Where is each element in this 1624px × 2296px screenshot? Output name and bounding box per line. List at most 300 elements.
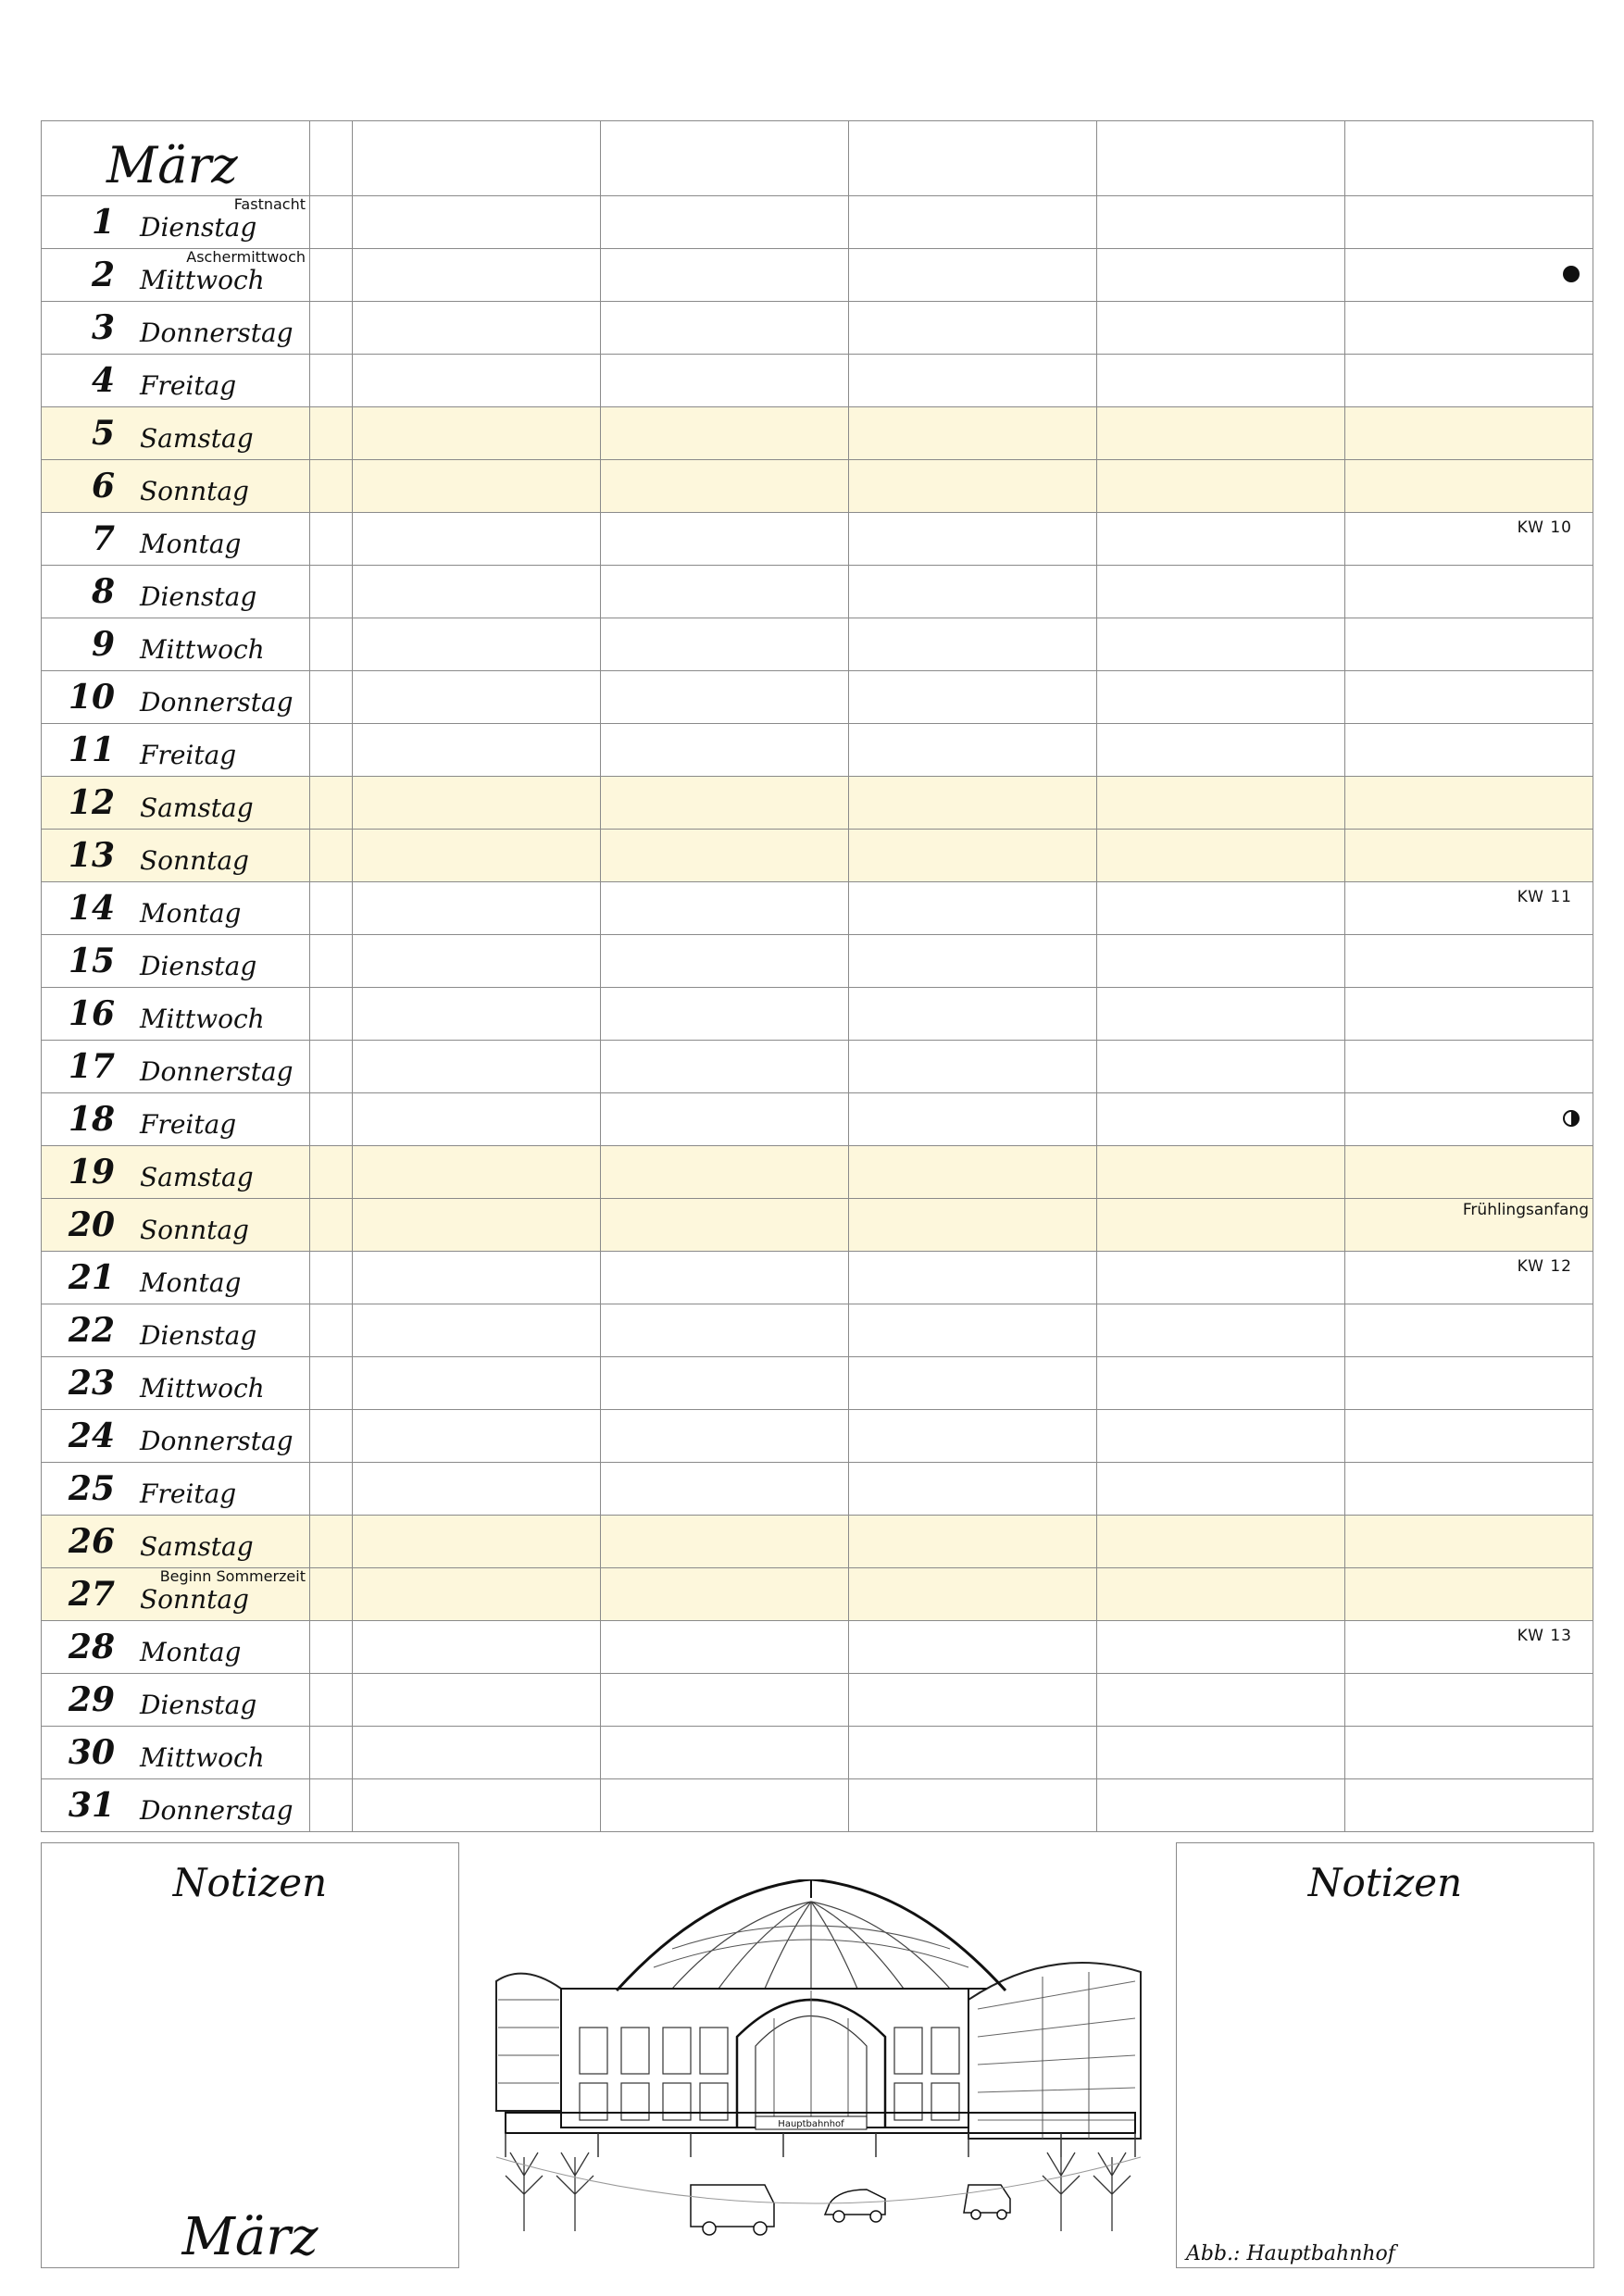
- entry-cell[interactable]: [1097, 671, 1345, 724]
- entry-cell[interactable]: [1097, 988, 1345, 1041]
- day-number: 7: [91, 519, 115, 558]
- day-name: Montag: [140, 529, 242, 559]
- entry-cell[interactable]: [1345, 988, 1593, 1041]
- entry-cell[interactable]: [1097, 1199, 1345, 1252]
- calendar-grid: [41, 120, 1593, 1832]
- entry-cell[interactable]: [849, 882, 1097, 935]
- day-name: Donnerstag: [140, 687, 294, 718]
- entry-cell[interactable]: [1345, 1674, 1593, 1727]
- entry-cell[interactable]: [353, 1621, 601, 1674]
- entry-cell[interactable]: [1345, 830, 1593, 882]
- narrow-cell: [310, 1410, 353, 1463]
- day-row: [42, 1041, 1593, 1093]
- narrow-cell: [310, 196, 353, 249]
- day-label-cell: [42, 407, 310, 460]
- day-number: 25: [68, 1469, 115, 1508]
- day-label-cell: [42, 1252, 310, 1304]
- entry-cell[interactable]: [1097, 1093, 1345, 1146]
- entry-cell[interactable]: [1097, 1041, 1345, 1093]
- calendar-week-label: KW 11: [1517, 888, 1572, 906]
- entry-cell[interactable]: [601, 830, 849, 882]
- entry-cell[interactable]: [849, 988, 1097, 1041]
- entry-cell[interactable]: [849, 249, 1097, 302]
- entry-cell[interactable]: [353, 1568, 601, 1621]
- day-row: [42, 777, 1593, 830]
- entry-cell[interactable]: [353, 513, 601, 566]
- entry-cell[interactable]: [1345, 355, 1593, 407]
- entry-cell[interactable]: [353, 618, 601, 671]
- day-label-cell: [42, 1146, 310, 1199]
- day-number: 26: [68, 1522, 115, 1561]
- entry-cell[interactable]: [601, 566, 849, 618]
- column-cell[interactable]: [601, 121, 849, 196]
- day-label-cell: [42, 249, 310, 302]
- day-label-cell: [42, 1199, 310, 1252]
- entry-cell[interactable]: [849, 513, 1097, 566]
- day-label-cell: [42, 724, 310, 777]
- day-row: [42, 1779, 1593, 1832]
- entry-cell[interactable]: [353, 882, 601, 935]
- day-row: [42, 302, 1593, 355]
- entry-cell[interactable]: [601, 1146, 849, 1199]
- entry-cell[interactable]: [601, 1410, 849, 1463]
- day-number: 30: [68, 1733, 115, 1772]
- day-name: Donnerstag: [140, 1795, 294, 1826]
- entry-cell[interactable]: [1345, 249, 1593, 302]
- entry-cell[interactable]: [601, 777, 849, 830]
- entry-cell[interactable]: [849, 355, 1097, 407]
- entry-cell[interactable]: [1345, 777, 1593, 830]
- entry-cell[interactable]: [353, 1304, 601, 1357]
- entry-cell[interactable]: [1097, 882, 1345, 935]
- day-number: 11: [68, 730, 115, 769]
- day-label-cell: [42, 1041, 310, 1093]
- entry-cell[interactable]: [849, 830, 1097, 882]
- day-label-cell: [42, 830, 310, 882]
- entry-cell[interactable]: [601, 935, 849, 988]
- entry-cell[interactable]: [353, 1252, 601, 1304]
- entry-cell[interactable]: [601, 1779, 849, 1832]
- day-number: 8: [91, 572, 115, 611]
- day-row: [42, 1252, 1593, 1304]
- entry-cell[interactable]: [1345, 618, 1593, 671]
- column-cell[interactable]: [1345, 121, 1593, 196]
- day-row: [42, 1357, 1593, 1410]
- entry-cell[interactable]: [1097, 407, 1345, 460]
- calendar-week-label: KW 12: [1517, 1257, 1572, 1276]
- entry-cell[interactable]: [353, 724, 601, 777]
- day-number: 13: [68, 836, 115, 875]
- day-label-cell: [42, 935, 310, 988]
- day-label-cell: [42, 1568, 310, 1621]
- day-name: Sonntag: [140, 845, 249, 876]
- day-row: [42, 935, 1593, 988]
- entry-cell[interactable]: [1345, 1410, 1593, 1463]
- entry-cell[interactable]: [1345, 513, 1593, 566]
- entry-cell[interactable]: [353, 1463, 601, 1516]
- day-name: Dienstag: [140, 1690, 257, 1720]
- entry-cell[interactable]: [601, 988, 849, 1041]
- notes-right-title: Notizen: [1307, 1860, 1463, 1905]
- entry-cell[interactable]: [849, 1304, 1097, 1357]
- notes-right-box[interactable]: [1176, 1842, 1594, 2268]
- day-row: [42, 196, 1593, 249]
- day-name: Freitag: [140, 740, 237, 770]
- entry-cell[interactable]: [1345, 1252, 1593, 1304]
- day-number: 18: [68, 1100, 115, 1139]
- narrow-cell: [310, 249, 353, 302]
- holiday-note: Aschermittwoch: [186, 248, 306, 266]
- narrow-cell: [310, 1041, 353, 1093]
- day-number: 4: [91, 361, 115, 400]
- entry-cell[interactable]: [1097, 1779, 1345, 1832]
- entry-cell[interactable]: [1097, 1252, 1345, 1304]
- entry-cell[interactable]: [601, 1357, 849, 1410]
- holiday-note: Fastnacht: [233, 195, 306, 213]
- narrow-cell: [310, 407, 353, 460]
- entry-cell[interactable]: [1097, 1357, 1345, 1410]
- entry-cell[interactable]: [1345, 302, 1593, 355]
- day-number: 27: [68, 1575, 115, 1614]
- entry-cell[interactable]: [849, 1463, 1097, 1516]
- entry-cell[interactable]: [1097, 566, 1345, 618]
- day-name: Samstag: [140, 1162, 254, 1192]
- entry-cell[interactable]: [1097, 1410, 1345, 1463]
- narrow-cell: [310, 1463, 353, 1516]
- entry-cell[interactable]: [1345, 1621, 1593, 1674]
- month-title: März: [106, 136, 238, 194]
- entry-cell[interactable]: [353, 1199, 601, 1252]
- entry-cell[interactable]: [601, 302, 849, 355]
- narrow-cell: [310, 513, 353, 566]
- narrow-cell: [310, 1252, 353, 1304]
- narrow-cell: [310, 1779, 353, 1832]
- narrow-cell: [310, 1621, 353, 1674]
- entry-cell[interactable]: [849, 1674, 1097, 1727]
- day-name: Mittwoch: [140, 1742, 265, 1773]
- day-name: Donnerstag: [140, 1426, 294, 1456]
- entry-cell[interactable]: [1097, 1621, 1345, 1674]
- day-number: 2: [91, 256, 115, 294]
- season-label: Frühlingsanfang: [1462, 1201, 1589, 1219]
- entry-cell[interactable]: [849, 407, 1097, 460]
- day-number: 24: [68, 1416, 115, 1455]
- entry-cell[interactable]: [353, 1357, 601, 1410]
- entry-cell[interactable]: [1097, 1146, 1345, 1199]
- column-cell[interactable]: [353, 121, 601, 196]
- day-label-cell: [42, 671, 310, 724]
- narrow-cell: [310, 1093, 353, 1146]
- entry-cell[interactable]: [353, 1041, 601, 1093]
- entry-cell[interactable]: [601, 355, 849, 407]
- entry-cell[interactable]: [353, 1093, 601, 1146]
- day-number: 10: [68, 678, 115, 717]
- entry-cell[interactable]: [601, 1674, 849, 1727]
- day-number: 29: [68, 1680, 115, 1719]
- entry-cell[interactable]: [353, 249, 601, 302]
- narrow-cell: [310, 882, 353, 935]
- day-label-cell: [42, 196, 310, 249]
- entry-cell[interactable]: [849, 1252, 1097, 1304]
- entry-cell[interactable]: [1345, 724, 1593, 777]
- entry-cell[interactable]: [353, 302, 601, 355]
- narrow-cell: [310, 1516, 353, 1568]
- day-label-cell: [42, 513, 310, 566]
- day-row: [42, 513, 1593, 566]
- holiday-note: Beginn Sommerzeit: [159, 1567, 306, 1585]
- entry-cell[interactable]: [353, 1410, 601, 1463]
- entry-cell[interactable]: [601, 1252, 849, 1304]
- entry-cell[interactable]: [1097, 1727, 1345, 1779]
- day-row: [42, 1516, 1593, 1568]
- entry-cell[interactable]: [353, 355, 601, 407]
- entry-cell[interactable]: [849, 1093, 1097, 1146]
- day-number: 19: [68, 1153, 115, 1192]
- entry-cell[interactable]: [353, 566, 601, 618]
- entry-cell[interactable]: [1097, 1463, 1345, 1516]
- day-name: Montag: [140, 898, 242, 929]
- entry-cell[interactable]: [1345, 1146, 1593, 1199]
- day-row: [42, 1674, 1593, 1727]
- entry-cell[interactable]: [601, 618, 849, 671]
- entry-cell[interactable]: [601, 1304, 849, 1357]
- day-label-cell: [42, 1304, 310, 1357]
- narrow-cell: [310, 1146, 353, 1199]
- day-name: Donnerstag: [140, 318, 294, 348]
- entry-cell[interactable]: [849, 302, 1097, 355]
- day-label-cell: [42, 1674, 310, 1727]
- day-name: Freitag: [140, 370, 237, 401]
- entry-cell[interactable]: [1097, 1568, 1345, 1621]
- day-label-cell: [42, 988, 310, 1041]
- entry-cell[interactable]: [601, 460, 849, 513]
- notes-left-month: März: [181, 2207, 319, 2267]
- entry-cell[interactable]: [353, 1727, 601, 1779]
- entry-cell[interactable]: [849, 566, 1097, 618]
- day-number: 31: [68, 1786, 115, 1825]
- entry-cell[interactable]: [353, 1779, 601, 1832]
- day-label-cell: [42, 355, 310, 407]
- day-name: Freitag: [140, 1479, 237, 1509]
- calendar-week-label: KW 10: [1517, 518, 1572, 537]
- entry-cell[interactable]: [1097, 1304, 1345, 1357]
- day-row: [42, 1463, 1593, 1516]
- narrow-cell: [310, 830, 353, 882]
- entry-cell[interactable]: [1345, 935, 1593, 988]
- entry-cell[interactable]: [353, 777, 601, 830]
- entry-cell[interactable]: [1097, 830, 1345, 882]
- entry-cell[interactable]: [1097, 302, 1345, 355]
- entry-cell[interactable]: [601, 249, 849, 302]
- entry-cell[interactable]: [601, 1727, 849, 1779]
- narrow-cell: [310, 302, 353, 355]
- entry-cell[interactable]: [353, 196, 601, 249]
- entry-cell[interactable]: [1097, 513, 1345, 566]
- entry-cell[interactable]: [1097, 724, 1345, 777]
- entry-cell[interactable]: [601, 513, 849, 566]
- day-name: Sonntag: [140, 476, 249, 506]
- day-row: [42, 1410, 1593, 1463]
- day-label-cell: [42, 1357, 310, 1410]
- day-row: [42, 618, 1593, 671]
- entry-cell[interactable]: [353, 988, 601, 1041]
- entry-cell[interactable]: [1345, 1304, 1593, 1357]
- day-label-cell: [42, 302, 310, 355]
- entry-cell[interactable]: [849, 1727, 1097, 1779]
- entry-cell[interactable]: [1345, 1093, 1593, 1146]
- entry-cell[interactable]: [601, 1041, 849, 1093]
- narrow-cell: [310, 1674, 353, 1727]
- entry-cell[interactable]: [601, 724, 849, 777]
- entry-cell[interactable]: [849, 1779, 1097, 1832]
- entry-cell[interactable]: [1097, 249, 1345, 302]
- day-number: 9: [91, 625, 115, 664]
- day-row: [42, 1093, 1593, 1146]
- day-row: [42, 1199, 1593, 1252]
- entry-cell[interactable]: [1345, 196, 1593, 249]
- entry-cell[interactable]: [849, 1199, 1097, 1252]
- entry-cell[interactable]: [849, 460, 1097, 513]
- entry-cell[interactable]: [601, 1093, 849, 1146]
- entry-cell[interactable]: [1097, 355, 1345, 407]
- narrow-cell: [310, 1199, 353, 1252]
- day-row: [42, 1727, 1593, 1779]
- entry-cell[interactable]: [601, 407, 849, 460]
- entry-cell[interactable]: [601, 882, 849, 935]
- day-label-cell: [42, 1463, 310, 1516]
- narrow-cell: [310, 671, 353, 724]
- day-name: Mittwoch: [140, 634, 265, 665]
- entry-cell[interactable]: [601, 1621, 849, 1674]
- notes-left-box[interactable]: [41, 1842, 459, 2268]
- narrow-cell: [310, 988, 353, 1041]
- entry-cell[interactable]: [1345, 1463, 1593, 1516]
- entry-cell[interactable]: [849, 671, 1097, 724]
- entry-cell[interactable]: [849, 724, 1097, 777]
- entry-cell[interactable]: [849, 1621, 1097, 1674]
- entry-cell[interactable]: [849, 1410, 1097, 1463]
- day-name: Samstag: [140, 792, 254, 823]
- entry-cell[interactable]: [1345, 671, 1593, 724]
- entry-cell[interactable]: [353, 1516, 601, 1568]
- day-label-cell: [42, 777, 310, 830]
- entry-cell[interactable]: [849, 1516, 1097, 1568]
- day-number: 3: [91, 308, 115, 347]
- entry-cell[interactable]: [849, 1357, 1097, 1410]
- day-number: 15: [68, 942, 115, 980]
- entry-cell[interactable]: [1345, 1041, 1593, 1093]
- entry-cell[interactable]: [849, 618, 1097, 671]
- entry-cell[interactable]: [353, 671, 601, 724]
- entry-cell[interactable]: [601, 1568, 849, 1621]
- day-label-cell: [42, 460, 310, 513]
- entry-cell[interactable]: [1097, 935, 1345, 988]
- column-cell[interactable]: [1097, 121, 1345, 196]
- day-name: Mittwoch: [140, 1373, 265, 1404]
- entry-cell[interactable]: [1345, 1357, 1593, 1410]
- entry-cell[interactable]: [353, 935, 601, 988]
- day-number: 23: [68, 1364, 115, 1403]
- entry-cell[interactable]: [601, 196, 849, 249]
- day-number: 6: [91, 467, 115, 505]
- entry-cell[interactable]: [353, 407, 601, 460]
- entry-cell[interactable]: [353, 1146, 601, 1199]
- entry-cell[interactable]: [849, 1146, 1097, 1199]
- entry-cell[interactable]: [1345, 1779, 1593, 1832]
- entry-cell[interactable]: [1097, 460, 1345, 513]
- day-name: Dienstag: [140, 581, 257, 612]
- day-label-cell: [42, 1727, 310, 1779]
- header-row: [42, 121, 1593, 196]
- day-number: 5: [91, 414, 115, 453]
- day-row: [42, 1146, 1593, 1199]
- entry-cell[interactable]: [1345, 1568, 1593, 1621]
- month-cell: [42, 121, 310, 196]
- entry-cell[interactable]: [849, 935, 1097, 988]
- entry-cell[interactable]: [601, 671, 849, 724]
- entry-cell[interactable]: [601, 1199, 849, 1252]
- day-row: [42, 988, 1593, 1041]
- entry-cell[interactable]: [1345, 1199, 1593, 1252]
- calendar-week-label: KW 13: [1517, 1627, 1572, 1645]
- entry-cell[interactable]: [1345, 566, 1593, 618]
- day-row: [42, 249, 1593, 302]
- day-number: 17: [68, 1047, 115, 1086]
- station-sign: Hauptbahnhof: [778, 2119, 844, 2129]
- entry-cell[interactable]: [353, 830, 601, 882]
- entry-cell[interactable]: [1097, 196, 1345, 249]
- narrow-cell: [310, 935, 353, 988]
- entry-cell[interactable]: [353, 1674, 601, 1727]
- day-name: Mittwoch: [140, 1004, 265, 1034]
- entry-cell[interactable]: [601, 1463, 849, 1516]
- entry-cell[interactable]: [1345, 460, 1593, 513]
- day-name: Dienstag: [140, 1320, 257, 1351]
- entry-cell[interactable]: [1345, 1516, 1593, 1568]
- day-label-cell: [42, 1410, 310, 1463]
- day-row: [42, 1621, 1593, 1674]
- day-name: Samstag: [140, 1531, 254, 1562]
- entry-cell[interactable]: [849, 777, 1097, 830]
- day-row: [42, 724, 1593, 777]
- entry-cell[interactable]: [1097, 618, 1345, 671]
- entry-cell[interactable]: [849, 1041, 1097, 1093]
- entry-cell[interactable]: [353, 460, 601, 513]
- notes-left-title: Notizen: [172, 1860, 328, 1905]
- day-row: [42, 460, 1593, 513]
- narrow-cell: [310, 618, 353, 671]
- column-cell[interactable]: [849, 121, 1097, 196]
- entry-cell[interactable]: [1097, 777, 1345, 830]
- day-name: Sonntag: [140, 1584, 249, 1615]
- entry-cell[interactable]: [1097, 1674, 1345, 1727]
- narrow-cell: [310, 1304, 353, 1357]
- entry-cell[interactable]: [1345, 1727, 1593, 1779]
- day-number: 16: [68, 994, 115, 1033]
- narrow-cell: [310, 777, 353, 830]
- entry-cell[interactable]: [849, 1568, 1097, 1621]
- entry-cell[interactable]: [1097, 1516, 1345, 1568]
- entry-cell[interactable]: [1345, 882, 1593, 935]
- entry-cell[interactable]: [1345, 407, 1593, 460]
- day-label-cell: [42, 618, 310, 671]
- day-row: [42, 1304, 1593, 1357]
- day-label-cell: [42, 1093, 310, 1146]
- entry-cell[interactable]: [849, 196, 1097, 249]
- day-name: Sonntag: [140, 1215, 249, 1245]
- day-name: Mittwoch: [140, 265, 265, 295]
- entry-cell[interactable]: [601, 1516, 849, 1568]
